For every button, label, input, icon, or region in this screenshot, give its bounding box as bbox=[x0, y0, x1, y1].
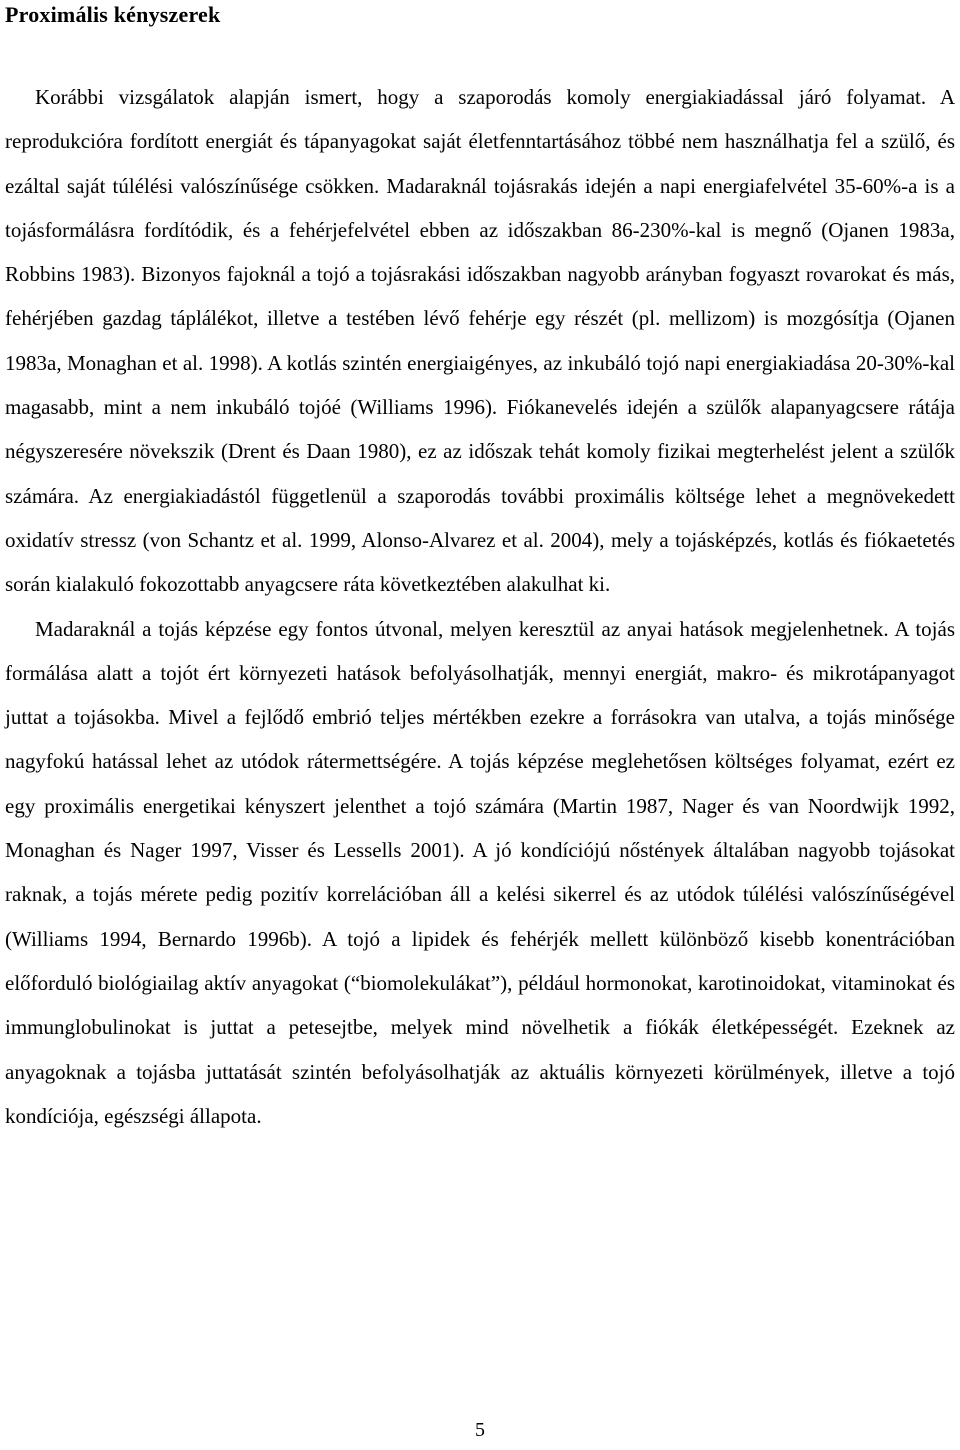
page-number: 5 bbox=[475, 1419, 485, 1441]
paragraph-2: Madaraknál a tojás képzése egy fontos útvonal, melyen keresztül az anyai hatások megjelenhetnek. A tojás formálása alatt a tojót ért környezeti hatások befolyásolhatják, mennyi energiát, makro- és mikrotápanyagot juttat a tojásokba. Mivel a fejlődő embrió teljes mértékben ezekre a forrásokra van utalva, a tojás minősége nagyfokú hatással lehet az utódok rátermettségére. A tojás képzése meglehetősen költséges folyamat, ezért ez egy proximális energetikai kényszert jelenthet a tojó számára (Martin 1987, Nager és van Noordwijk 1992, Monaghan és Nager 1997, Visser és Lessells 2001). A jó kondíciójú nőstények általában nagyobb tojásokat raknak, a tojás mérete pedig pozitív korrelációban áll a kelési sikerrel és az utódok túlélési valószínűségével (Williams 1994, Bernardo 1996b). A tojó a lipidek és fehérjék mellett különböző kisebb konentrációban előforduló biológiailag aktív anyagokat (“biomolekulákat”), például hormonokat, karotinoidokat, vitaminokat és immunglobulinokat is juttat a petesejtbe, melyek mind növelhetik a fiókák életképességét. Ezeknek az anyagoknak a tojásba juttatását szintén befolyásolhatják az aktuális környezeti körülmények, illetve a tojó kondíciója, egészségi állapota. bbox=[5, 616, 955, 1128]
body-text bbox=[5, 75, 955, 1138]
document-page bbox=[5, 0, 955, 1450]
paragraph-1: Korábbi vizsgálatok alapján ismert, hogy a szaporodás komoly energiakiadással járó folyamat. A reprodukcióra fordított energiát és tápanyagokat saját életfenntartásához többé nem használhatja fel a szülő, és ezáltal saját túlélési valószínűsége csökken. Madaraknál tojásrakás idején a napi energiafelvétel 35-60%-a is a tojásformálásra fordítódik, és a fehérjefelvétel ebben az időszakban 86-230%-kal is megnő (Ojanen 1983a, Robbins 1983). Bizonyos fajoknál a tojó a tojásrakási időszakban nagyobb arányban fogyaszt rovarokat és más, fehérjében gazdag táplálékot, illetve a testében lévő fehérje egy részét (pl. mellizom) is mozgósítja (Ojanen 1983a, Monaghan et al. 1998). A kotlás szintén energiaigényes, az inkubáló tojó napi energiakiadása 20-30%-kal magasabb, mint a nem inkubáló tojóé (Williams 1996). Fiókanevelés idején a szülők alapanyagcsere rátája négyszeresére növekszik (Drent és Daan 1980), ez az időszak tehát komoly fizikai megterhelést jelent a szülők számára. Az energiakiadástól függetlenül a szaporodás további proximális költsége lehet a megnövekedett oxidatív stressz (von Schantz et al. 1999, Alonso-Alvarez et al. 2004), mely a tojásképzés, kotlás és fiókaetetés során kialakuló fokozottabb anyagcsere ráta következtében alakulhat ki. bbox=[5, 85, 955, 597]
section-title: Proximális kényszerek bbox=[5, 2, 221, 27]
